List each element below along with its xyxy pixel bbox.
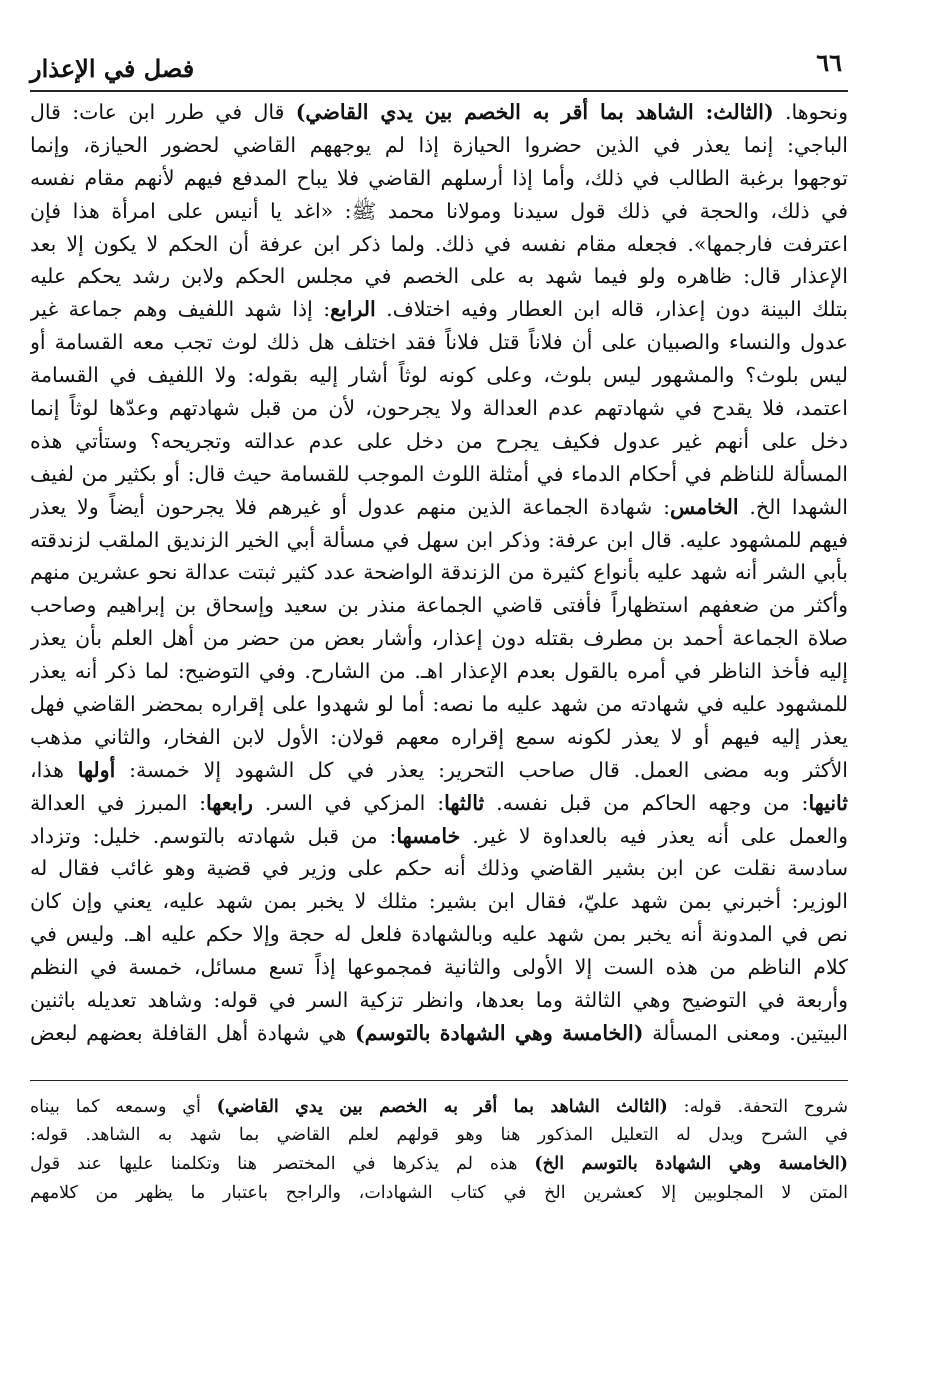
bold-term: أولها xyxy=(77,757,116,782)
text-run: دخل على أنهم غير عدول فكيف يجرح من دخل على عدم عدالته وتجريحه؟ وستأتي هذه xyxy=(30,428,848,453)
text-run: : شهادة الجماعة الذين منهم عدول أو غيرهم فلا يجرحون أيضاً ولا يعذر xyxy=(30,494,671,519)
footnote-rule xyxy=(30,1080,848,1081)
footnote-line xyxy=(30,1121,848,1150)
body-line xyxy=(30,589,848,622)
bold-term: رابعها xyxy=(206,790,253,815)
body-line xyxy=(30,195,848,228)
text-run: الباجي: إنما يعذر في الذين حضروا الحيازة إذا لم يوجههم القاضي لحضور الحيازة، وإنما xyxy=(30,132,848,157)
text-run: في ذلك، والحجة في ذلك قول سيدنا ومولانا محمد ﷺ: «اغد يا أنيس على امرأة هذا فإن xyxy=(30,198,848,223)
text-run: : من قبل شهادته بالتوسم. خليل: وتزداد xyxy=(30,823,397,848)
footnotes xyxy=(30,1093,848,1207)
body-line xyxy=(30,655,848,688)
bold-term: الرابع xyxy=(330,297,376,322)
body-line xyxy=(30,820,848,853)
body-line xyxy=(30,885,848,918)
body-line xyxy=(30,918,848,951)
text-run: إليه فأخذ الناظر في أمره بالقول بعدم الإعذار اهـ. من الشارح. وفي التوضيح: لما ذكر أنه يعذر xyxy=(30,659,848,684)
text-run: الشهدا الخ. xyxy=(738,494,848,519)
bold-term: الخامس xyxy=(670,494,739,519)
text-run: البيتين. ومعنى المسألة xyxy=(643,1020,848,1045)
footnote-line xyxy=(30,1179,848,1208)
text-run: سادسة نقلت عن ابن بشير القاضي وذلك أنه حكم على وزير في قضية وهو غائب فقال له xyxy=(30,856,848,881)
body-line xyxy=(30,162,848,195)
body-line xyxy=(30,688,848,721)
text-run: بتلك البينة دون إعذار، قاله ابن العطار وفيه اختلاف. xyxy=(375,297,848,322)
text-run: هذا، xyxy=(30,757,78,782)
text-run: الإعذار قال: ظاهره ولو فيما شهد به على الخصم في مجلس الحكم ولابن رشد يحكم عليه xyxy=(30,264,848,289)
body-line xyxy=(30,359,848,392)
text-run: المتن لا المجلوبين إلا كعشرين الخ في كتاب الشهادات، والراجح باعتبار ما يظهر من كلامهم xyxy=(30,1182,848,1203)
text-run: يعذر إليه فيهم أو لا يعذر لكونه سمع إقراره معهم قولان: الأول لابن الفخار، والثاني مذهب xyxy=(30,724,848,749)
body-line xyxy=(30,524,848,557)
text-run: الأكثر وبه مضى العمل. قال صاحب التحرير: يعذر في كل الشهود إلا خمسة: xyxy=(115,757,848,782)
text-run: : المبرز في العدالة xyxy=(30,790,207,815)
bold-term: (الثالث الشاهد بما أقر به الخصم بين يدي القاضي) xyxy=(216,1096,668,1117)
body-line xyxy=(30,293,848,326)
text-run: قال في طرر ابن عات: قال xyxy=(30,100,296,124)
text-run: توجهوا برغبة الطالب في ذلك، وأما إذا أرسلهم القاضي فلا يباح المدفع فيهم لأنهم مقام نفسه xyxy=(30,165,848,190)
text-run: للمشهود عليه في شهادته من شهد عليه ما نصه: أما لو شهدوا على إقراره بمحضر القاضي فهل xyxy=(30,692,848,717)
footnote-line xyxy=(30,1150,848,1179)
text-run: وأكثر من ضعفهم استظهاراً فأفتى قاضي الجماعة منذر بن سعيد وإسحاق بن إبراهيم وصاحب xyxy=(30,593,848,618)
body-line xyxy=(30,951,848,984)
body-line xyxy=(30,787,848,820)
body-line xyxy=(30,326,848,359)
text-run: هي شهادة أهل القافلة بعضهم لبعض xyxy=(30,1020,355,1045)
body-line xyxy=(30,392,848,425)
text-run: ونحوها. xyxy=(773,100,848,124)
text-run: بأبي الشر أنه شهد عليه بأنواع كثيرة من الزندقة الواضحة عدد كثير ثبتت عدالة نحو عشرين منهم xyxy=(30,560,848,585)
text-run: وأربعة في التوضيح وهي الثالثة وما بعدها، وانظر تزكية السر في قوله: وشاهد تعديله باثنين xyxy=(30,988,848,1013)
bold-term: خامسها xyxy=(396,823,461,848)
text-run: المسألة للناظم في أحكام الدماء في أمثلة اللوث الموجب للقسامة حيث قال: أو بكثير من لفيف xyxy=(30,461,848,486)
text-run: الوزير: أخبرني بمن شهد عليّ، فقال ابن بشير: مثلك لا يخبر بمن شهد عليه، يعني وإن كان xyxy=(30,889,848,914)
header-rule xyxy=(30,90,848,92)
chapter-title: فصل في الإعذار xyxy=(30,54,195,83)
text-run: ليس بلوث؟ والمشهور ليس بلوث، وعلى كونه لوثاً أشار إليه بقوله: ولا اللفيف في القسامة xyxy=(30,363,848,388)
body-line xyxy=(30,458,848,491)
book-page xyxy=(30,38,848,1207)
text-run: صلاة الجماعة أحمد بن مطرف بقتله دون إعذار، وأشار بعض من حضر من أهل العلم بأن يعذر xyxy=(30,626,848,651)
text-run: فيهم للمشهود عليه. قال ابن عرفة: وذكر ابن سهل في مسألة أبي الخير الزنديق الملقب لزندقته xyxy=(30,527,848,552)
body-line xyxy=(30,129,848,162)
running-header xyxy=(30,38,848,90)
body-line xyxy=(30,984,848,1017)
page-number: ٦٦ xyxy=(816,48,842,77)
text-run: والعمل على أنه يعذر فيه بالعداوة لا غير. xyxy=(460,823,848,848)
main-text xyxy=(30,96,848,1050)
bold-term: ثالثها xyxy=(444,790,485,815)
body-line xyxy=(30,852,848,885)
body-line xyxy=(30,721,848,754)
text-run: اعتمد، فلا يقدح في شهادتهم عدم العدالة ولا يجرحون، لأن من قبل شهادتهم وعدّها لوثاً إنما xyxy=(30,396,848,421)
body-line xyxy=(30,228,848,261)
body-line xyxy=(30,754,848,787)
text-run: : المزكي في السر. xyxy=(252,790,445,815)
text-run: عدول والنساء والصبيان على أن فلاناً قتل فلاناً فقد اختلف هل ذلك لوث تجب معه القسامة أو xyxy=(30,330,848,355)
text-run: نص في المدونة أنه يخبر بمن شهد عليه وبالشهادة فلعل له حجة وإلا حكم عليه اهـ. وليس في xyxy=(30,922,848,947)
footnote-line xyxy=(30,1093,848,1122)
text-run: اعترفت فارجمها». فجعله مقام نفسه في ذلك. ولما ذكر ابن عرفة أن الحكم لا يكون إلا بعد xyxy=(30,231,848,256)
text-run: أي وسمعه كما بيناه xyxy=(30,1096,217,1117)
body-line xyxy=(30,1017,848,1050)
bold-term: ثانيها xyxy=(808,790,848,815)
bold-term: (الخامسة وهي الشهادة بالتوسم) xyxy=(354,1020,644,1045)
text-run: هذه لم يذكرها في المختصر هنا وتكلمنا عليها عند قول xyxy=(30,1154,535,1175)
text-run: : من وجهه الحاكم من قبل نفسه. xyxy=(484,790,809,815)
bold-term: (الثالث: الشاهد بما أقر به الخصم بين يدي القاضي) xyxy=(295,100,774,124)
body-line xyxy=(30,260,848,293)
body-line xyxy=(30,622,848,655)
body-line xyxy=(30,491,848,524)
text-run: كلام الناظم من هذه الست إلا الأولى والثانية فمجموعها إذاً تسع مسائل، خمسة في النظم xyxy=(30,955,848,980)
body-line xyxy=(30,425,848,458)
text-run: : إذا شهد اللفيف وهم جماعة غير xyxy=(30,297,331,322)
bold-term: (الخامسة وهي الشهادة بالتوسم الخ) xyxy=(534,1154,848,1175)
body-line xyxy=(30,96,848,129)
body-line xyxy=(30,556,848,589)
text-run: في الشرح ويدل له التعليل المذكور هنا وهو قولهم لعلم القاضي بما شهد به الشاهد. قوله: xyxy=(30,1125,848,1146)
text-run: شروح التحفة. قوله: xyxy=(667,1096,848,1117)
